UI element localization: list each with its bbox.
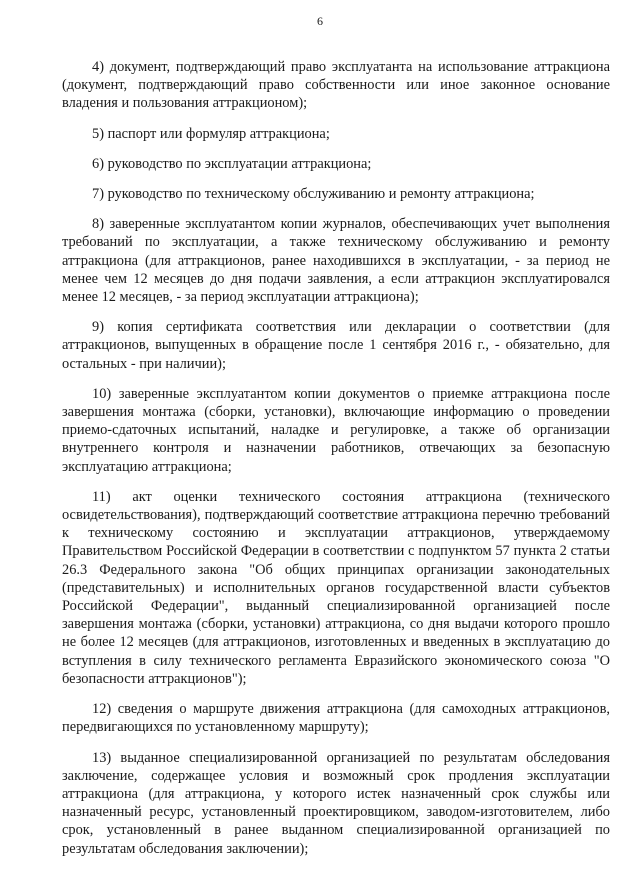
- list-item-9: 9) копия сертификата соответствия или декларации о соответствии (для аттракционов, выпущенных в обращение после 1 сентября 2016 г., - обязательно, для остальных - при наличии);: [62, 319, 610, 372]
- list-item-7: 7) руководство по техническому обслуживанию и ремонту аттракциона;: [92, 186, 535, 203]
- list-item-6: 6) руководство по эксплуатации аттракциона;: [92, 155, 372, 172]
- list-item-13: 13) выданное специализированной организацией по результатам обследования заключение, содержащее условия и возможный срок продления эксплуатации аттракциона (для аттракциона, у которого истек назначенный срок службы или назначенный ресурс, установленный проектировщиком, заводом-изготовителем, либо срок, установленный в ранее выданном специализированной организацией по результатам обследования заключении);: [62, 749, 610, 857]
- list-item-5: 5) паспорт или формуляр аттракциона;: [92, 125, 330, 142]
- list-item-10: 10) заверенные эксплуатантом копии документов о приемке аттракциона после завершения монтажа (сборки, установки), включающие информацию о проведении приемо-сдаточных испытаний, наладке и регулировке, а также об организации внутреннего контроля и назначении работников, отвечающих за безопасную эксплуатацию аттракциона;: [62, 385, 610, 475]
- document-body: [62, 58, 610, 870]
- list-item-11: 11) акт оценки технического состояния аттракциона (технического освидетельствования), подтверждающий соответствие аттракциона перечню требований к техническому состоянию и эксплуатации аттракционов, утверждаемому Правительством Российской Федерации в соответствии с подпунктом 57 пункта 2 статьи 26.3 Федерального закона "Об общих принципах организации законодательных (представительных) и исполнительных органов государственной власти субъектов Российской Федерации", выданный специализированной организацией после завершения монтажа (сборки, установки) аттракциона, со дня выдачи которого прошло не более 12 месяцев (для аттракционов, изготовленных и введенных в эксплуатацию до вступления в силу технического регламента Евразийского экономического союза "О безопасности аттракционов");: [62, 488, 610, 687]
- page-number: 6: [317, 14, 323, 28]
- list-item-4: 4) документ, подтверждающий право эксплуатанта на использование аттракциона (документ, подтверждающий право собственности или иное законное основание владения и пользования аттракционом);: [62, 59, 610, 112]
- list-item-12: 12) сведения о маршруте движения аттракциона (для самоходных аттракционов, передвигающихся по установленному маршруту);: [62, 701, 610, 736]
- list-item-8: 8) заверенные эксплуатантом копии журналов, обеспечивающих учет выполнения требований по эксплуатации, а также техническому обслуживанию и ремонту аттракциона (для аттракционов, ранее находившихся в эксплуатации, - за период не менее чем 12 месяцев до дня подачи заявления, а если аттракцион эксплуатировался менее 12 месяцев, - за период эксплуатации аттракциона);: [62, 216, 610, 306]
